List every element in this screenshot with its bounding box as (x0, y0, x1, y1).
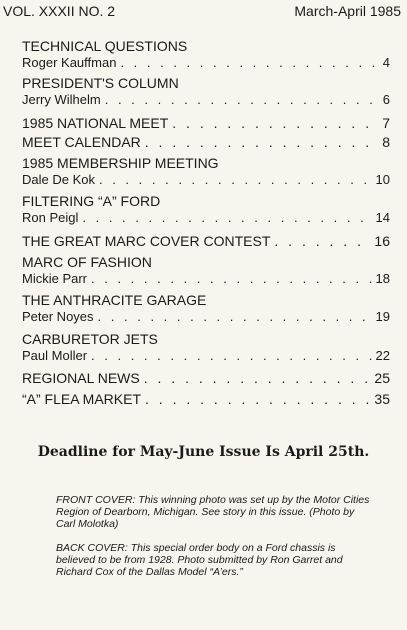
toc-line (22, 233, 390, 250)
toc-page: 19 (375, 309, 390, 324)
toc-title: “A” FLEA MARKET (22, 391, 142, 407)
toc-entry-marc-of-fashion[interactable] (22, 254, 390, 287)
toc-line (22, 271, 390, 287)
toc-page: 35 (374, 391, 390, 407)
toc-entry-filtering-a-ford[interactable] (22, 193, 390, 226)
leader-dots (145, 134, 376, 151)
toc-page: 10 (375, 172, 390, 187)
toc-title: 1985 MEMBERSHIP MEETING (22, 155, 219, 171)
cover-captions (56, 494, 370, 590)
toc-title: MARC OF FASHION (22, 254, 152, 270)
toc-line (22, 391, 390, 408)
toc-title: PRESIDENT'S COLUMN (22, 75, 179, 91)
toc-entry-carburetor-jets[interactable] (22, 331, 390, 364)
issue-date: March-April 1985 (294, 3, 401, 19)
toc-page: 16 (374, 233, 390, 249)
toc-page: 7 (382, 115, 390, 131)
leader-dots (99, 172, 372, 188)
leader-dots (144, 370, 371, 387)
toc-line (22, 55, 390, 71)
leader-dots (91, 348, 372, 364)
back-cover-caption: BACK COVER: This special order body on a Ford chassis is believed to be from 1928. Photo submitted by Ron Garret and Richard Cox of the Dallas Model “A’ers.” (56, 542, 343, 578)
toc-title: CARBURETOR JETS (22, 331, 158, 347)
toc-entry-flea-market[interactable] (22, 391, 390, 408)
toc-entry-membership-meeting[interactable] (22, 155, 390, 188)
toc-entry-cover-contest[interactable] (22, 233, 390, 250)
toc-page: 25 (374, 370, 390, 386)
toc-line (22, 134, 390, 151)
toc-line (22, 370, 390, 387)
page-header (3, 3, 401, 23)
toc-entry-national-meet[interactable] (22, 115, 390, 132)
toc-title: 1985 NATIONAL MEET (22, 115, 169, 131)
leader-dots (105, 92, 376, 108)
leader-dots (98, 309, 372, 325)
toc-entry-presidents-column[interactable] (22, 75, 390, 108)
leader-dots (274, 233, 370, 250)
toc-author: Peter Noyes (22, 309, 94, 324)
toc-title: THE GREAT MARC COVER CONTEST (22, 233, 271, 249)
toc-line (22, 172, 390, 188)
toc-entry-meet-calendar[interactable] (22, 134, 390, 151)
toc-page: 18 (375, 271, 390, 286)
toc-author: Paul Moller (22, 348, 88, 363)
toc-line (22, 309, 390, 325)
toc-page: 14 (375, 210, 390, 225)
leader-dots (82, 210, 371, 226)
leader-dots (145, 391, 370, 408)
toc-line (22, 92, 390, 108)
toc-author: Jerry Wilhelm (22, 92, 101, 107)
toc-title: REGIONAL NEWS (22, 370, 140, 386)
toc-title: TECHNICAL QUESTIONS (22, 38, 188, 54)
toc-line (22, 348, 390, 364)
leader-dots (172, 115, 376, 132)
toc-page: 4 (382, 55, 390, 70)
toc-author: Roger Kauffman (22, 55, 117, 70)
toc-title: FILTERING “A” FORD (22, 193, 161, 209)
toc-author: Ron Peigl (22, 210, 79, 225)
toc-page: 6 (382, 92, 390, 107)
leader-dots (91, 271, 372, 287)
toc-entry-anthracite-garage[interactable] (22, 292, 390, 325)
toc-entry-regional-news[interactable] (22, 370, 390, 387)
volume-number: VOL. XXXII NO. 2 (3, 3, 116, 19)
toc-line (22, 115, 390, 132)
front-cover-caption: FRONT COVER: This winning photo was set up by the Motor Cities Region of Dearborn, Michigan. See story in this issue. (Photo by Carl Molotka) (56, 494, 370, 530)
toc-page: 22 (375, 348, 390, 363)
deadline-notice: Deadline for May-June Issue Is April 25th. (37, 444, 370, 460)
toc-entry-technical-questions[interactable] (22, 38, 390, 71)
leader-dots (120, 55, 376, 71)
toc-author: Dale De Kok (22, 172, 95, 187)
toc-line (22, 210, 390, 226)
toc-page: 8 (382, 134, 390, 150)
toc-title: THE ANTHRACITE GARAGE (22, 292, 207, 308)
toc-title: MEET CALENDAR (22, 134, 141, 150)
toc-author: Mickie Parr (22, 271, 88, 286)
